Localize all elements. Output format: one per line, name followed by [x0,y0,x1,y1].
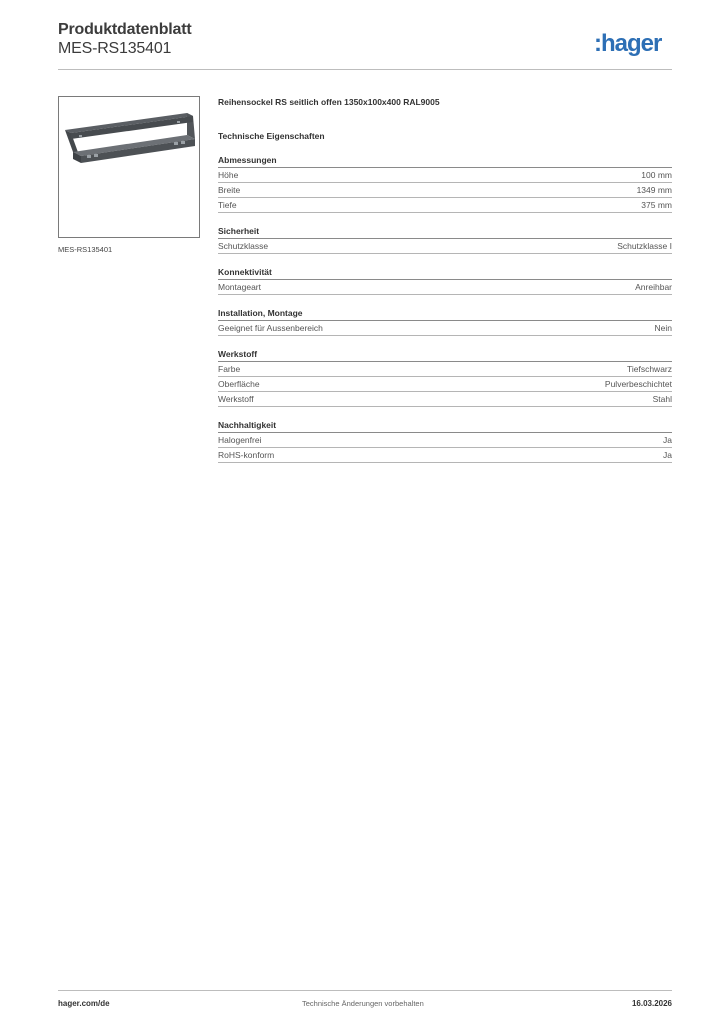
property-label: Werkstoff [218,394,254,404]
group-title: Installation, Montage [218,307,672,321]
property-label: Schutzklasse [218,241,269,251]
document-title: Produktdatenblatt [58,21,192,38]
property-label: Höhe [218,170,239,180]
property-row [218,198,672,213]
property-row [218,377,672,392]
group-title: Abmessungen [218,154,672,168]
property-label: Geeignet für Aussenbereich [218,323,323,333]
image-caption: MES-RS135401 [58,245,113,254]
footer-disclaimer: Technische Änderungen vorbehalten [302,999,424,1008]
property-value: Schutzklasse I [617,241,672,251]
header-divider [58,69,672,70]
group-title: Nachhaltigkeit [218,419,672,433]
product-name: Reihensockel RS seitlich offen 1350x100x400 RAL9005 [218,97,440,107]
property-value: 100 mm [641,170,672,180]
property-value: 1349 mm [636,185,672,195]
property-row [218,280,672,295]
property-label: Oberfläche [218,379,260,389]
product-plinth-drawing [59,97,199,237]
group-installation-montage [218,307,672,336]
property-row [218,448,672,463]
property-row [218,392,672,407]
property-label: Tiefe [218,200,237,210]
group-werkstoff [218,348,672,407]
logo-text: :hager [594,30,662,57]
property-value: Tiefschwarz [626,364,672,374]
property-row [218,239,672,254]
property-label: Halogenfrei [218,435,262,445]
group-title: Sicherheit [218,225,672,239]
group-sicherheit [218,225,672,254]
property-row [218,168,672,183]
hager-logo [594,26,674,60]
section-title: Technische Eigenschaften [218,131,325,141]
group-title: Konnektivität [218,266,672,280]
product-image [58,96,200,238]
property-row [218,433,672,448]
property-value: Nein [654,323,672,333]
property-value: Stahl [652,394,672,404]
property-value: Pulverbeschichtet [604,379,672,389]
footer-divider [58,990,672,991]
product-details [218,96,672,463]
footer-date: 16.03.2026 [631,999,672,1008]
property-row [218,362,672,377]
property-label: RoHS-konform [218,450,275,460]
property-label: Montageart [218,282,261,292]
group-title: Werkstoff [218,348,672,362]
footer-website-link[interactable]: hager.com/de [58,999,110,1008]
property-label: Farbe [218,364,241,374]
property-row [218,321,672,336]
group-konnektivitaet [218,266,672,295]
property-value: Ja [663,450,672,460]
group-abmessungen [218,154,672,213]
group-nachhaltigkeit [218,419,672,463]
property-label: Breite [218,185,241,195]
property-value: 375 mm [641,200,672,210]
document-subtitle: MES-RS135401 [58,40,172,57]
property-value: Anreihbar [635,282,672,292]
property-row [218,183,672,198]
property-value: Ja [663,435,672,445]
